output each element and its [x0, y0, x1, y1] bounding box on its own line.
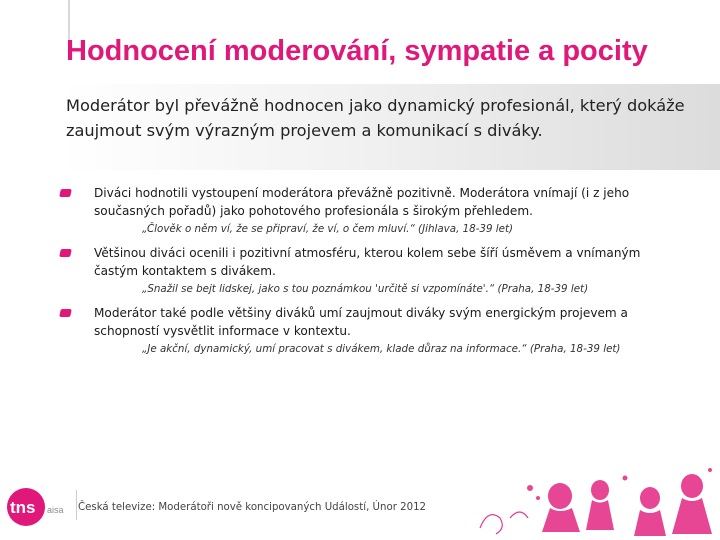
bullet-text: Diváci hodnotili vystoupení moderátora převážně pozitivně. Moderátora vnímají (i z jeho současných pořadů) jako pohotového profesionála s širokým přehledem.: [94, 186, 630, 218]
top-divider-line: [68, 0, 70, 40]
bullet-quote: „Snažil se bejt lidskej, jako s tou poznámkou 'určitě si vzpomínáte'.“ (Praha, 18-39 let): [142, 283, 589, 295]
bullet-text: Moderátor také podle většiny diváků umí zaujmout diváky svým energickým projevem a schopností vysvětlit informace v kontextu.: [94, 306, 628, 338]
bullet-item-3: [58, 304, 678, 358]
slide-summary: Moderátor byl převážně hodnocen jako dynamický profesionál, který dokáže zaujmout svým výrazným projevem a komunikací s diváky.: [66, 96, 685, 140]
logo-text: tns: [10, 498, 36, 517]
tns-aisa-logo: [4, 487, 74, 527]
pink-square-bullet-icon: [59, 249, 72, 257]
footer-divider: [76, 490, 77, 520]
bullet-list: [58, 184, 678, 364]
bullet-text: Většinou diváci ocenili i pozitivní atmosféru, kterou kolem sebe šíří úsměvem a vnímaným častým kontaktem s divákem.: [94, 246, 641, 278]
bullet-item-2: [58, 244, 678, 298]
logo-subtext: aisa: [47, 505, 64, 515]
pink-figures-decoration: [470, 458, 720, 540]
bullet-quote: „Člověk o něm ví, že se připraví, že ví, o čem mluví.“ (Jihlava, 18-39 let): [142, 223, 514, 235]
footer-source: Česká televize: Moderátoři nově koncipovaných Událostí, Únor 2012: [78, 502, 427, 513]
bullet-item-1: [58, 184, 678, 238]
slide-title: Hodnocení moderování, sympatie a pocity: [66, 35, 648, 67]
pink-square-bullet-icon: [59, 309, 72, 317]
pink-square-bullet-icon: [59, 189, 72, 197]
bullet-quote: „Je akční, dynamický, umí pracovat s divákem, klade důraz na informace.“ (Praha, 18-39 let): [142, 343, 621, 355]
